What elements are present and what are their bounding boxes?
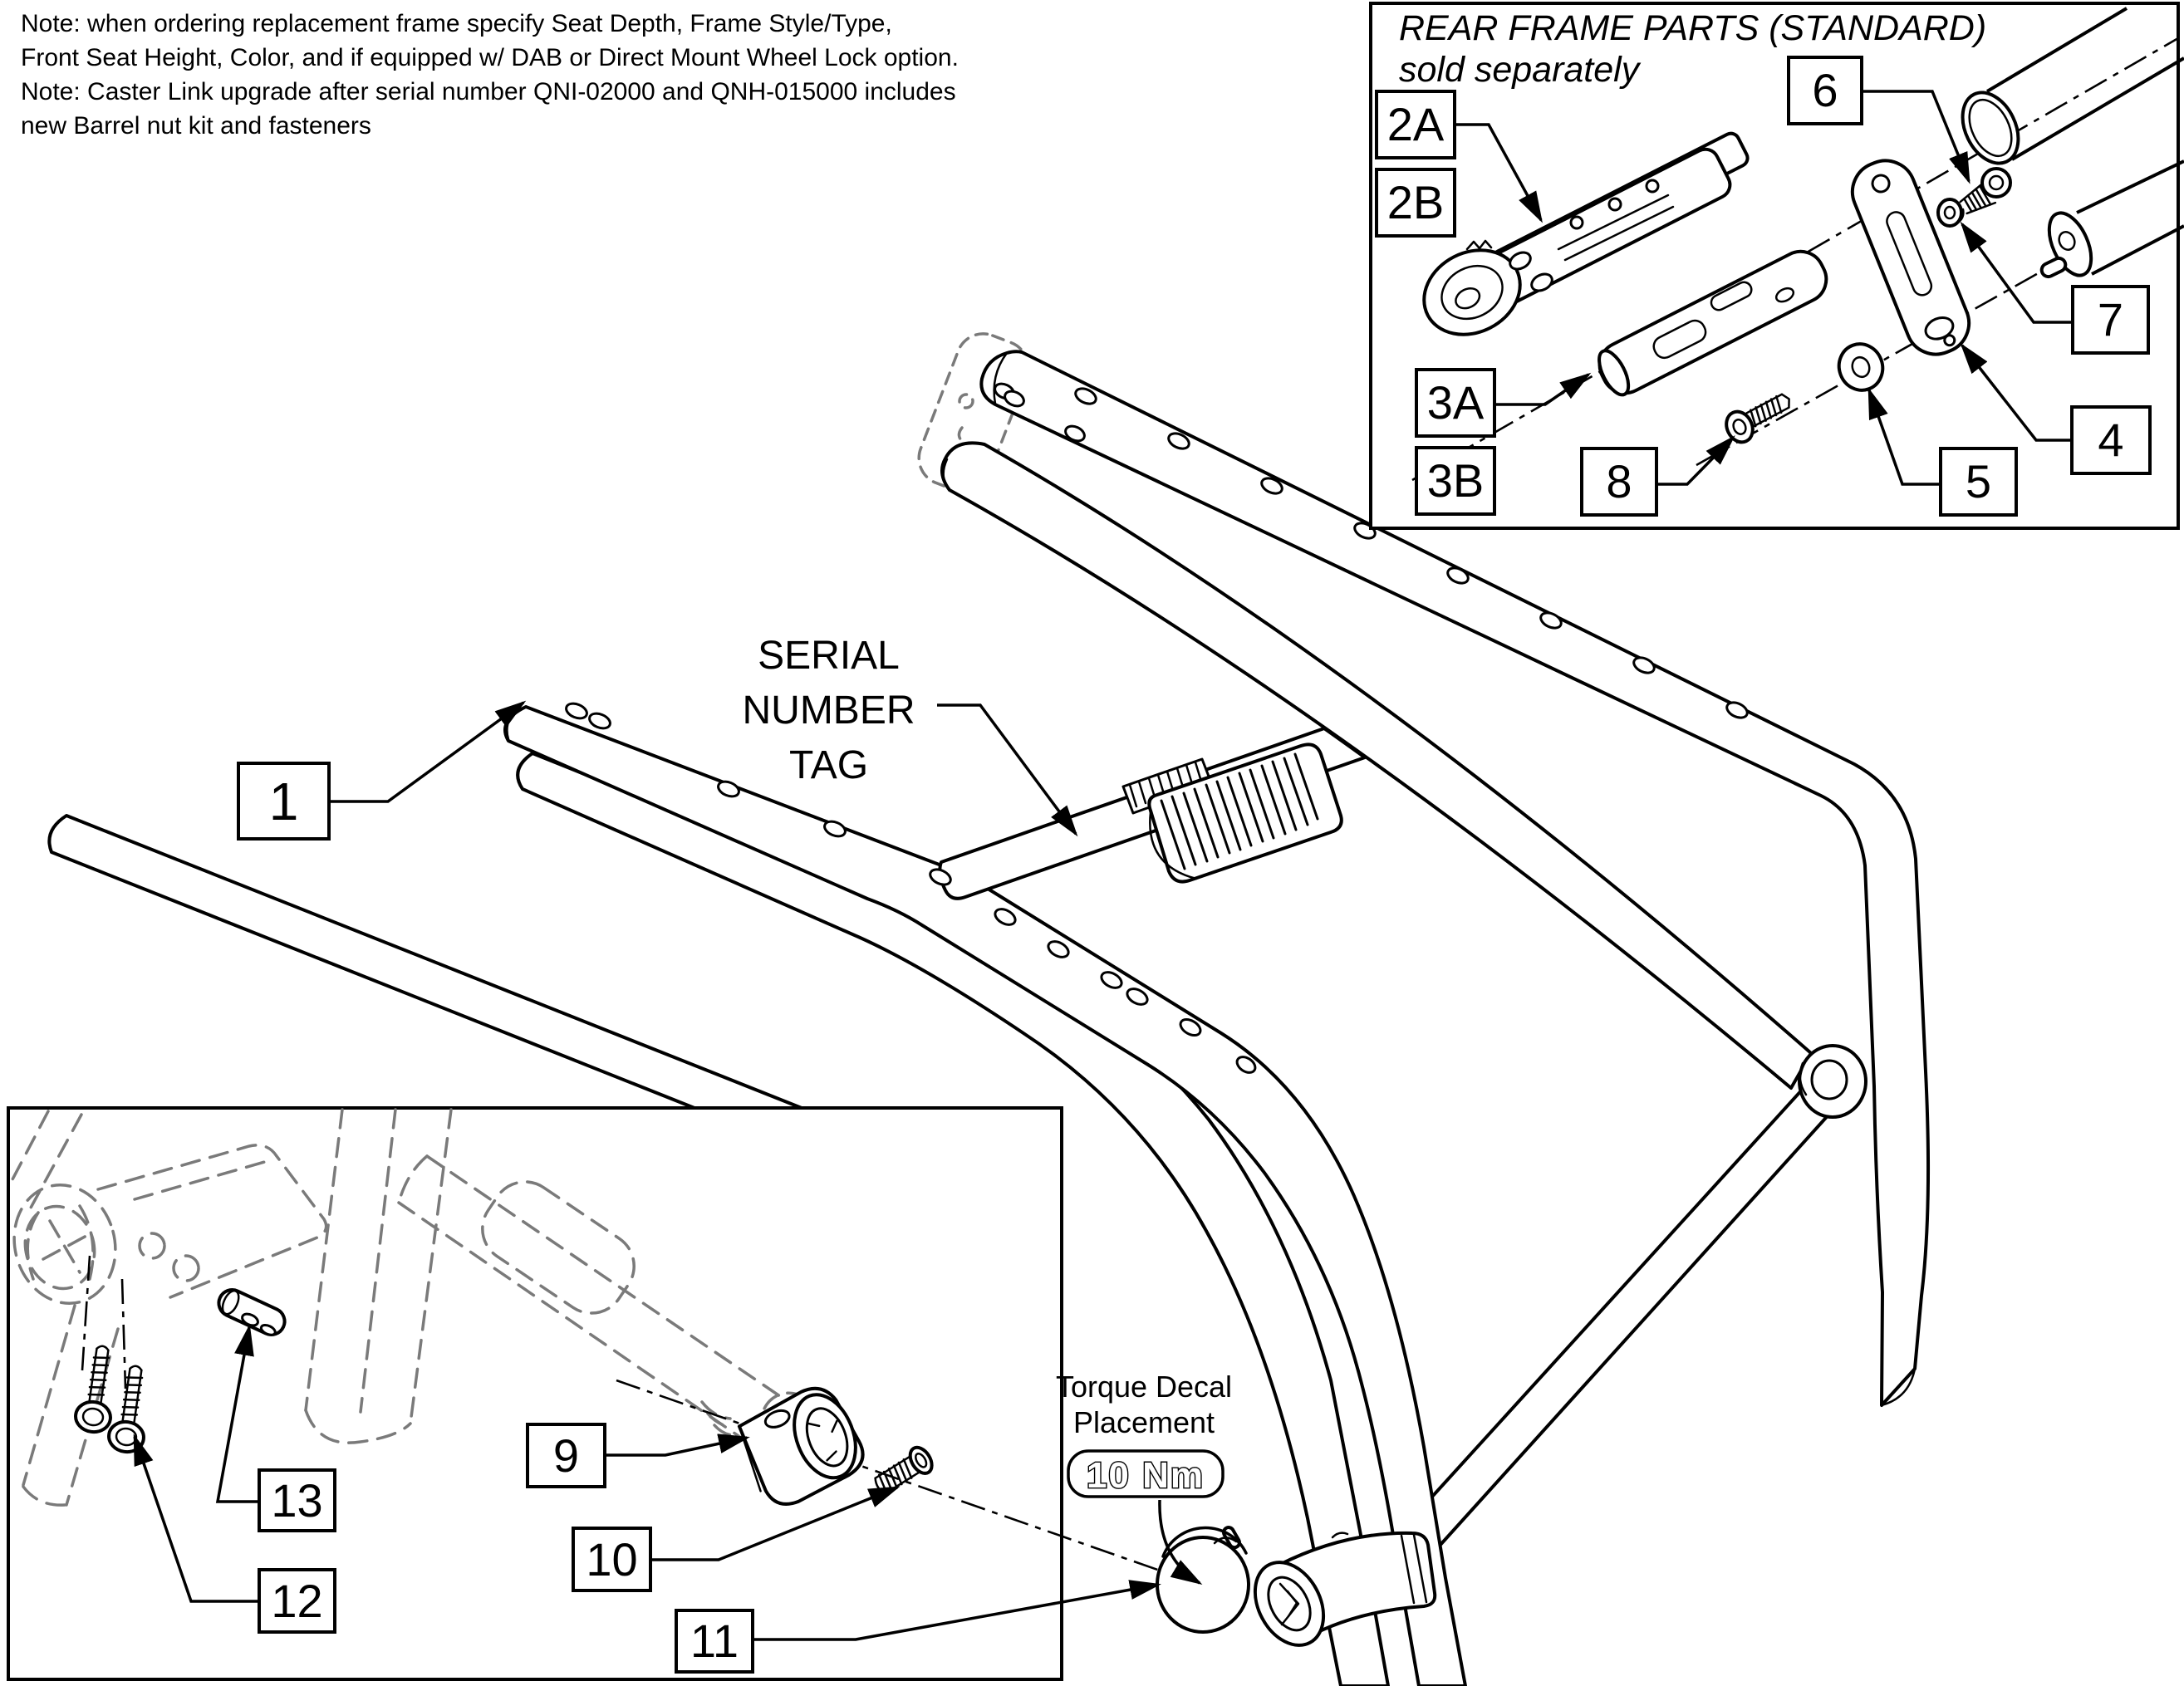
serial-number-label — [731, 629, 926, 793]
rear-inset-title: REAR FRAME PARTS (STANDARD) — [1399, 8, 1987, 48]
callout-4: 4 — [2070, 405, 2152, 475]
callout-13: 13 — [258, 1468, 336, 1532]
note-text — [21, 7, 959, 143]
torque-line: Torque Decal — [1055, 1370, 1233, 1404]
callout-8: 8 — [1580, 447, 1658, 517]
torque-badge — [1068, 1451, 1223, 1497]
callout-5: 5 — [1939, 447, 2018, 517]
torque-line: Placement — [1072, 1405, 1215, 1439]
front-inset-border — [8, 1108, 1062, 1679]
callout-7: 7 — [2071, 285, 2150, 355]
callout-3a: 3A — [1415, 368, 1496, 438]
serial-line: TAG — [788, 743, 869, 787]
serial-line: SERIAL — [758, 634, 900, 678]
knurled-grip — [1149, 744, 1341, 881]
note-line: new Barrel nut kit and fasteners — [21, 112, 371, 140]
leader-1 — [331, 703, 523, 801]
serial-line: NUMBER — [742, 689, 915, 733]
leader-serial — [937, 705, 1076, 834]
round-cap — [1157, 1526, 1249, 1632]
callout-6: 6 — [1787, 56, 1863, 125]
callout-9: 9 — [526, 1423, 606, 1488]
torque-decal-label — [1048, 1369, 1239, 1440]
callout-2b: 2B — [1375, 168, 1456, 238]
callout-3b: 3B — [1415, 446, 1496, 516]
camber-tube — [1399, 1078, 1839, 1563]
note-line: Note: Caster Link upgrade after serial number QNI-02000 and QNH-015000 includes — [21, 78, 956, 105]
torque-badge-text: 10 Nm — [1086, 1455, 1205, 1496]
note-line: Front Seat Height, Color, and if equipped w/ DAB or Direct Mount Wheel Lock option. — [21, 44, 959, 71]
washer-7 — [1938, 199, 1963, 226]
callout-10: 10 — [572, 1527, 652, 1592]
note-line: Note: when ordering replacement frame specify Seat Depth, Frame Style/Type, — [21, 10, 892, 37]
callout-11: 11 — [675, 1609, 754, 1674]
camber-clamp — [1799, 1046, 1866, 1117]
callout-12: 12 — [258, 1568, 336, 1634]
callout-2a: 2A — [1375, 90, 1456, 159]
rear-inset-subtitle: sold separately — [1399, 50, 1640, 90]
callout-1: 1 — [237, 762, 331, 841]
